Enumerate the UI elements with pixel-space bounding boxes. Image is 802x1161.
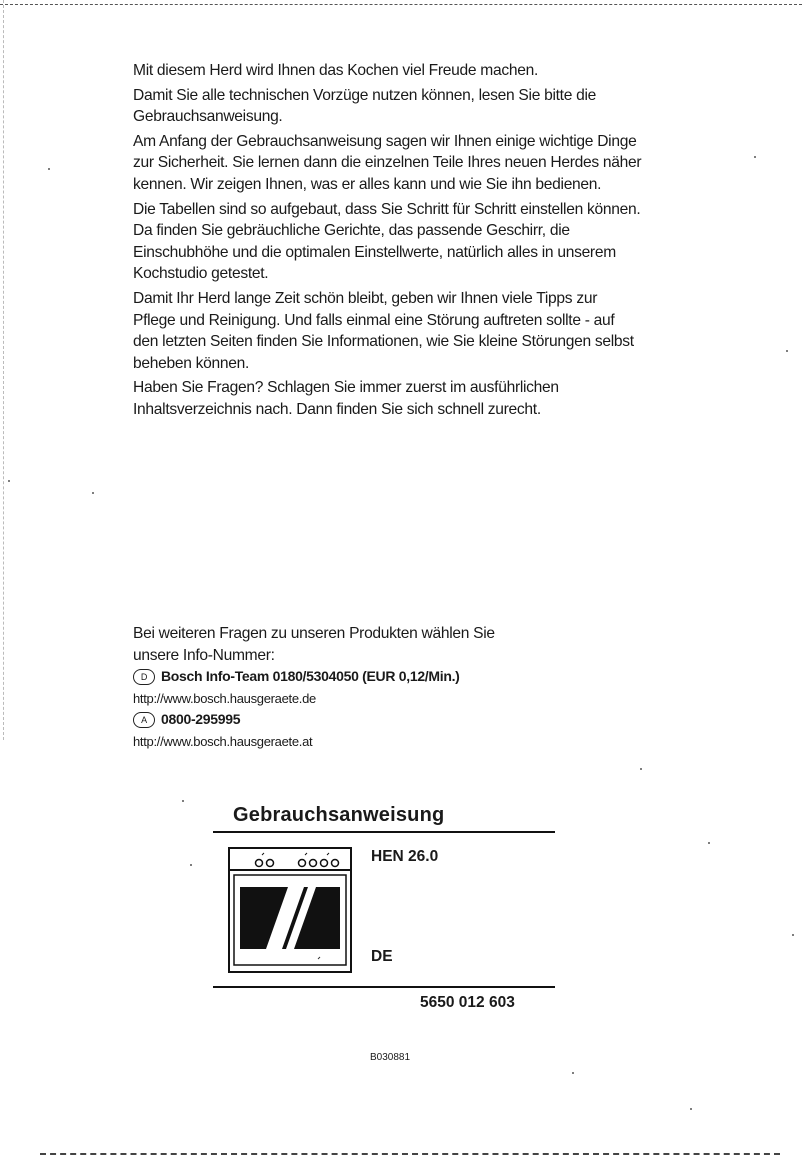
intro-paragraph: Am Anfang der Gebrauchsanweisung sagen wir Ihnen einige wichtige Dinge zur Sicherheit. Sie lernen dann die einzelnen Teile Ihres neuen Herdes näher kennen. Wir zeigen Ihnen, was er alles kann und wie Sie ihn bedienen. — [133, 132, 642, 193]
contact-intro-line: Bei weiteren Fragen zu unseren Produkten wählen Sie — [133, 625, 495, 642]
intro-paragraph: Haben Sie Fragen? Schlagen Sie immer zuerst im ausführlichen Inhaltsverzeichnis nach. Dann finden Sie sich schnell zurecht. — [133, 379, 559, 418]
at-url[interactable]: http://www.bosch.hausgeraete.at — [133, 733, 313, 749]
at-hotline-row — [133, 709, 653, 731]
country-badge-de: D — [133, 669, 155, 685]
speck — [690, 1108, 692, 1110]
speck — [572, 1072, 574, 1074]
de-hotline: Bosch Info-Team 0180/5304050 (EUR 0,12/Min.) — [161, 668, 460, 685]
contact-intro-line: unsere Info-Nummer: — [133, 646, 275, 664]
speck — [786, 350, 788, 352]
intro-paragraph: Die Tabellen sind so aufgebaut, dass Sie Schritt für Schritt einstellen können. Da finden Sie gebräuchliche Gerichte, das passende Geschirr, die Einschubhöhe und die optimalen Einstellwerte, natürlich alles in unserem Kochstudio getestet. — [133, 200, 641, 283]
part-number: 5650 012 603 — [420, 994, 515, 1011]
de-hotline-row — [133, 666, 653, 688]
intro-paragraph: Damit Ihr Herd lange Zeit schön bleibt, geben wir Ihnen viele Tipps zur Pflege und Reinigung. Und falls einmal eine Störung auftreten sollte - auf den letzten Seiten finden Sie Informationen, wie Sie kleine Störungen selbst beheben können. — [133, 289, 634, 372]
country-badge-at: A — [133, 712, 155, 728]
speck — [754, 156, 756, 158]
speck — [8, 480, 10, 482]
speck — [792, 934, 794, 936]
language-code: DE — [371, 948, 393, 965]
manual-title: Gebrauchsanweisung — [233, 804, 445, 826]
oven-icon — [228, 847, 352, 973]
speck — [640, 768, 642, 770]
at-hotline: 0800-295995 — [161, 711, 241, 728]
contact-info — [133, 623, 653, 753]
page-left-border — [3, 0, 4, 740]
intro-paragraph: Mit diesem Herd wird Ihnen das Kochen viel Freude machen. — [133, 62, 539, 79]
page-top-border — [0, 4, 802, 5]
de-url[interactable]: http://www.bosch.hausgeraete.de — [133, 690, 316, 706]
document-id: B030881 — [370, 1052, 411, 1063]
speck — [182, 800, 184, 802]
speck — [190, 864, 192, 866]
speck — [48, 168, 50, 170]
speck — [92, 492, 94, 494]
intro-text — [133, 60, 643, 424]
intro-paragraph: Damit Sie alle technischen Vorzüge nutzen können, lesen Sie bitte die Gebrauchsanweisung. — [133, 86, 597, 126]
model-number: HEN 26.0 — [371, 848, 439, 865]
bottom-rule — [213, 986, 555, 988]
page-bottom-border — [40, 1153, 780, 1155]
title-rule — [213, 831, 555, 833]
speck — [708, 842, 710, 844]
